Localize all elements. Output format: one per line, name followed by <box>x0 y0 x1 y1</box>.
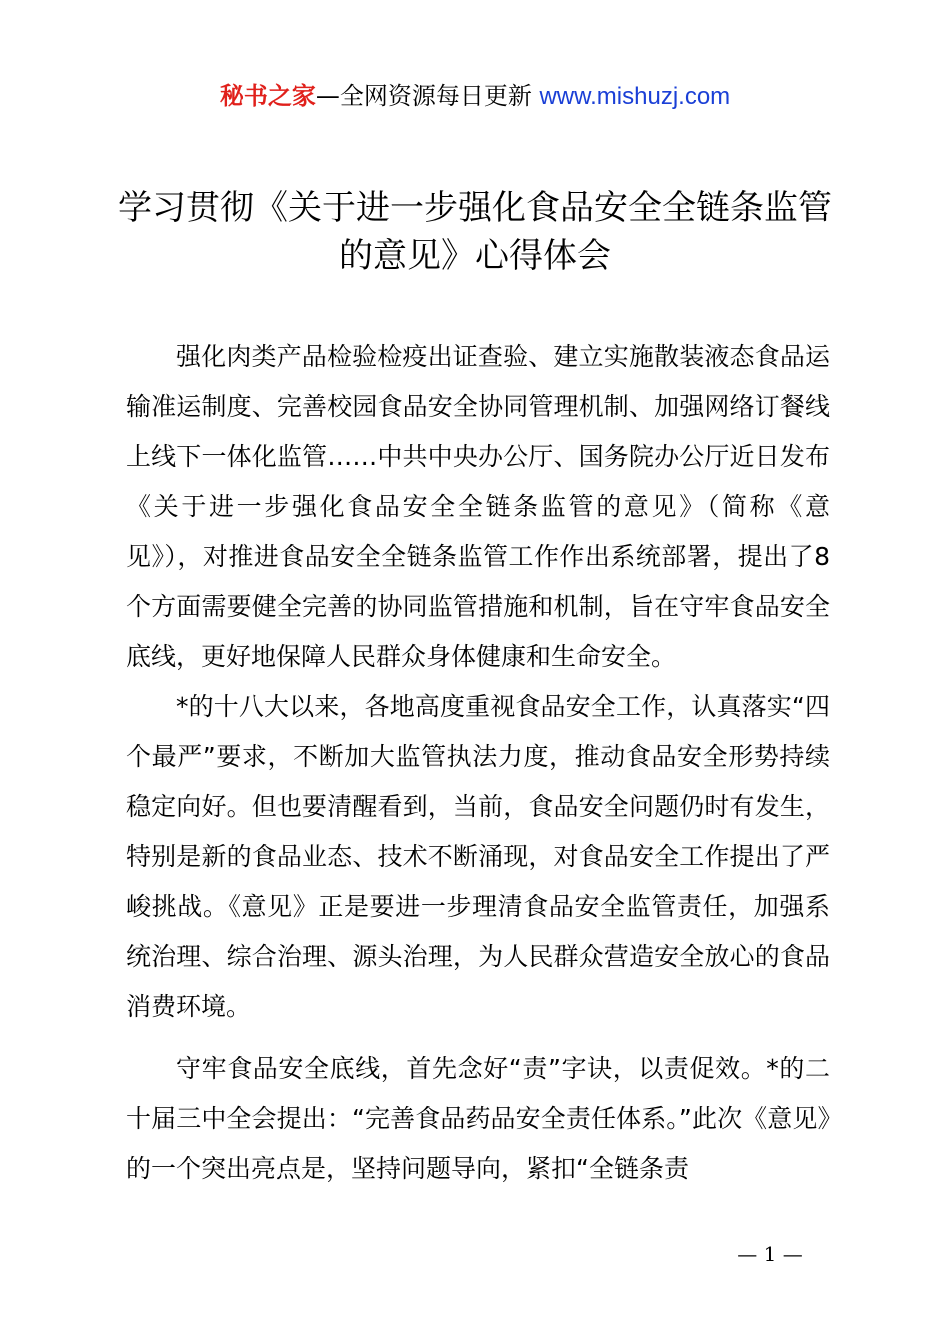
paragraph-2: *的十八大以来，各地高度重视食品安全工作，认真落实“四个最严”要求，不断加大监管执法力度，推动食品安全形势持续稳定向好。但也要清醒看到，当前，食品安全问题仍时有发生，特别是新的食品业态、技术不断涌现，对食品安全工作提出了严峻挑战。《意见》正是要进一步理清食品安全监管责任，加强系统治理、综合治理、源头治理，为人民群众营造安全放心的食品消费环境。 <box>126 692 830 1021</box>
site-header <box>0 80 950 113</box>
document-body <box>126 332 830 1194</box>
document-title: 学习贯彻《关于进一步强化食品安全全链条监管的意见》心得体会 <box>118 188 832 276</box>
page-number: — 1 — <box>737 1242 803 1266</box>
site-brand: 秘书之家 <box>219 82 316 110</box>
site-url-link[interactable]: www.mishuzj.com <box>539 83 731 110</box>
paragraph-1: 强化肉类产品检验检疫出证查验、建立实施散装液态食品运输准运制度、完善校园食品安全协同管理机制、加强网络订餐线上线下一体化监管……中共中央办公厅、国务院办公厅近日发布《关于进一步强化食品安全全链条监管的意见》（简称《意见》），对推进食品安全全链条监管工作作出系统部署，提出了8个方面需要健全完善的协同监管措施和机制，旨在守牢食品安全底线，更好地保障人民群众身体健康和生命安全。 <box>126 342 830 671</box>
paragraph-3: 守牢食品安全底线，首先念好“责”字诀，以责促效。*的二十届三中全会提出：“完善食品药品安全责任体系。”此次《意见》的一个突出亮点是，坚持问题导向，紧扣“全链条责 <box>126 1054 830 1183</box>
site-tagline: —全网资源每日更新 <box>315 82 532 110</box>
